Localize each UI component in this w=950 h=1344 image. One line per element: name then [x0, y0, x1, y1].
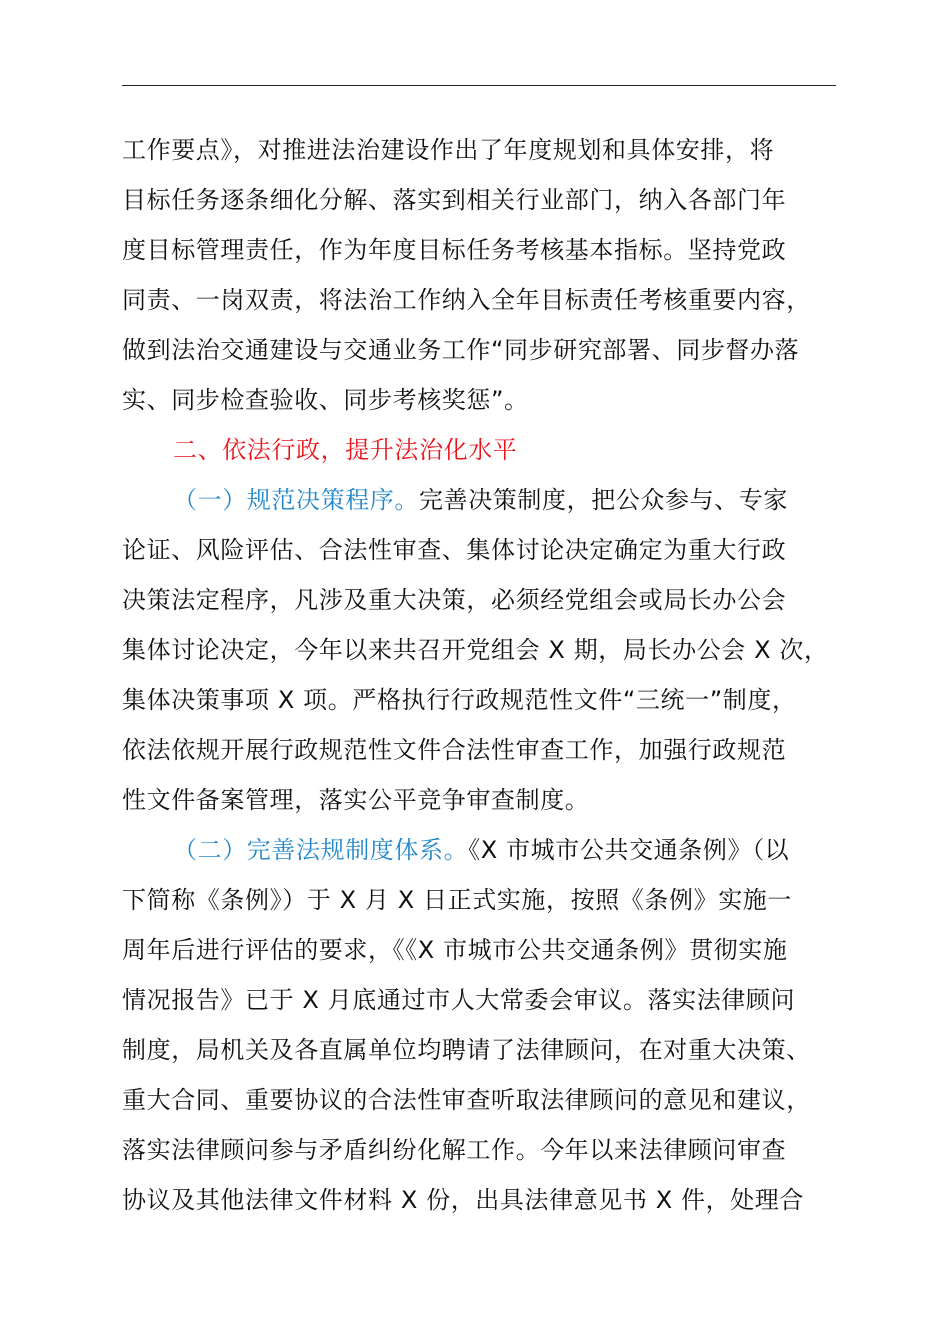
- body-text: 制度，局机关及各直属单位均聘请了法律顾问，在对重大决策、: [122, 1036, 811, 1064]
- text-line: [122, 133, 950, 167]
- text-line: [122, 1033, 950, 1067]
- body-text: 工作要点》，对推进法治建设作出了年度规划和具体安排，将: [122, 136, 775, 164]
- body-text: 协议及其他法律文件材料 X 份，出具法律意见书 X 件，处理合: [122, 1186, 804, 1214]
- text-line: [122, 1083, 950, 1117]
- text-line: [122, 233, 950, 267]
- text-line: [122, 933, 950, 967]
- body-text: 周年后进行评估的要求，《《X 市城市公共交通条例》贯彻实施: [122, 936, 788, 964]
- body-text: 实、同步检查验收、同步考核奖惩”。: [122, 386, 529, 414]
- section-heading: 二、依法行政，提升法治化水平: [173, 436, 518, 464]
- text-line: [122, 1183, 950, 1217]
- body-text: 集体讨论决定，今年以来共召开党组会 X 期，局长办公会 X 次，: [122, 636, 829, 664]
- body-text: 完善决策制度，把公众参与、专家: [419, 486, 788, 514]
- subsection-heading: （一）规范决策程序。: [173, 486, 419, 514]
- text-line: [122, 283, 950, 317]
- body-text: 性文件备案管理，落实公平竞争审查制度。: [122, 786, 590, 814]
- text-line: [173, 433, 950, 467]
- text-line: [122, 783, 950, 817]
- body-text: 集体决策事项 X 项。严格执行行政规范性文件“三统一”制度，: [122, 686, 797, 714]
- body-text: 下简称《条例》）于 X 月 X 日正式实施，按照《条例》实施一: [122, 886, 792, 914]
- text-line: [173, 483, 950, 517]
- body-text: 决策法定程序，凡涉及重大决策，必须经党组会或局长办公会: [122, 586, 787, 614]
- text-line: [122, 583, 950, 617]
- text-line: [122, 733, 950, 767]
- header-rule: [122, 85, 836, 86]
- body-text: 重大合同、重要协议的合法性审查听取法律顾问的意见和建议，: [122, 1086, 811, 1114]
- body-text: 依法依规开展行政规范性文件合法性审查工作，加强行政规范: [122, 736, 787, 764]
- body-text: 情况报告》已于 X 月底通过市人大常委会审议。落实法律顾问: [122, 986, 796, 1014]
- body-text: 同责、一岗双责，将法治工作纳入全年目标责任考核重要内容，: [122, 286, 811, 314]
- text-line: [173, 833, 950, 867]
- body-text: 度目标管理责任，作为年度目标任务考核基本指标。坚持党政: [122, 236, 787, 264]
- body-text: 论证、风险评估、合法性审查、集体讨论决定确定为重大行政: [122, 536, 787, 564]
- text-line: [122, 633, 950, 667]
- text-line: [122, 183, 950, 217]
- text-line: [122, 883, 950, 917]
- text-line: [122, 333, 950, 367]
- text-line: [122, 683, 950, 717]
- text-line: [122, 983, 950, 1017]
- body-text: 落实法律顾问参与矛盾纠纷化解工作。今年以来法律顾问审查: [122, 1136, 787, 1164]
- body-text: 《X 市城市公共交通条例》（以: [468, 836, 790, 864]
- body-text: 目标任务逐条细化分解、落实到相关行业部门，纳入各部门年: [122, 186, 787, 214]
- text-line: [122, 383, 950, 417]
- text-line: [122, 1133, 950, 1167]
- body-text: 做到法治交通建设与交通业务工作“同步研究部署、同步督办落: [122, 336, 800, 364]
- subsection-heading: （二）完善法规制度体系。: [173, 836, 469, 864]
- text-line: [122, 533, 950, 567]
